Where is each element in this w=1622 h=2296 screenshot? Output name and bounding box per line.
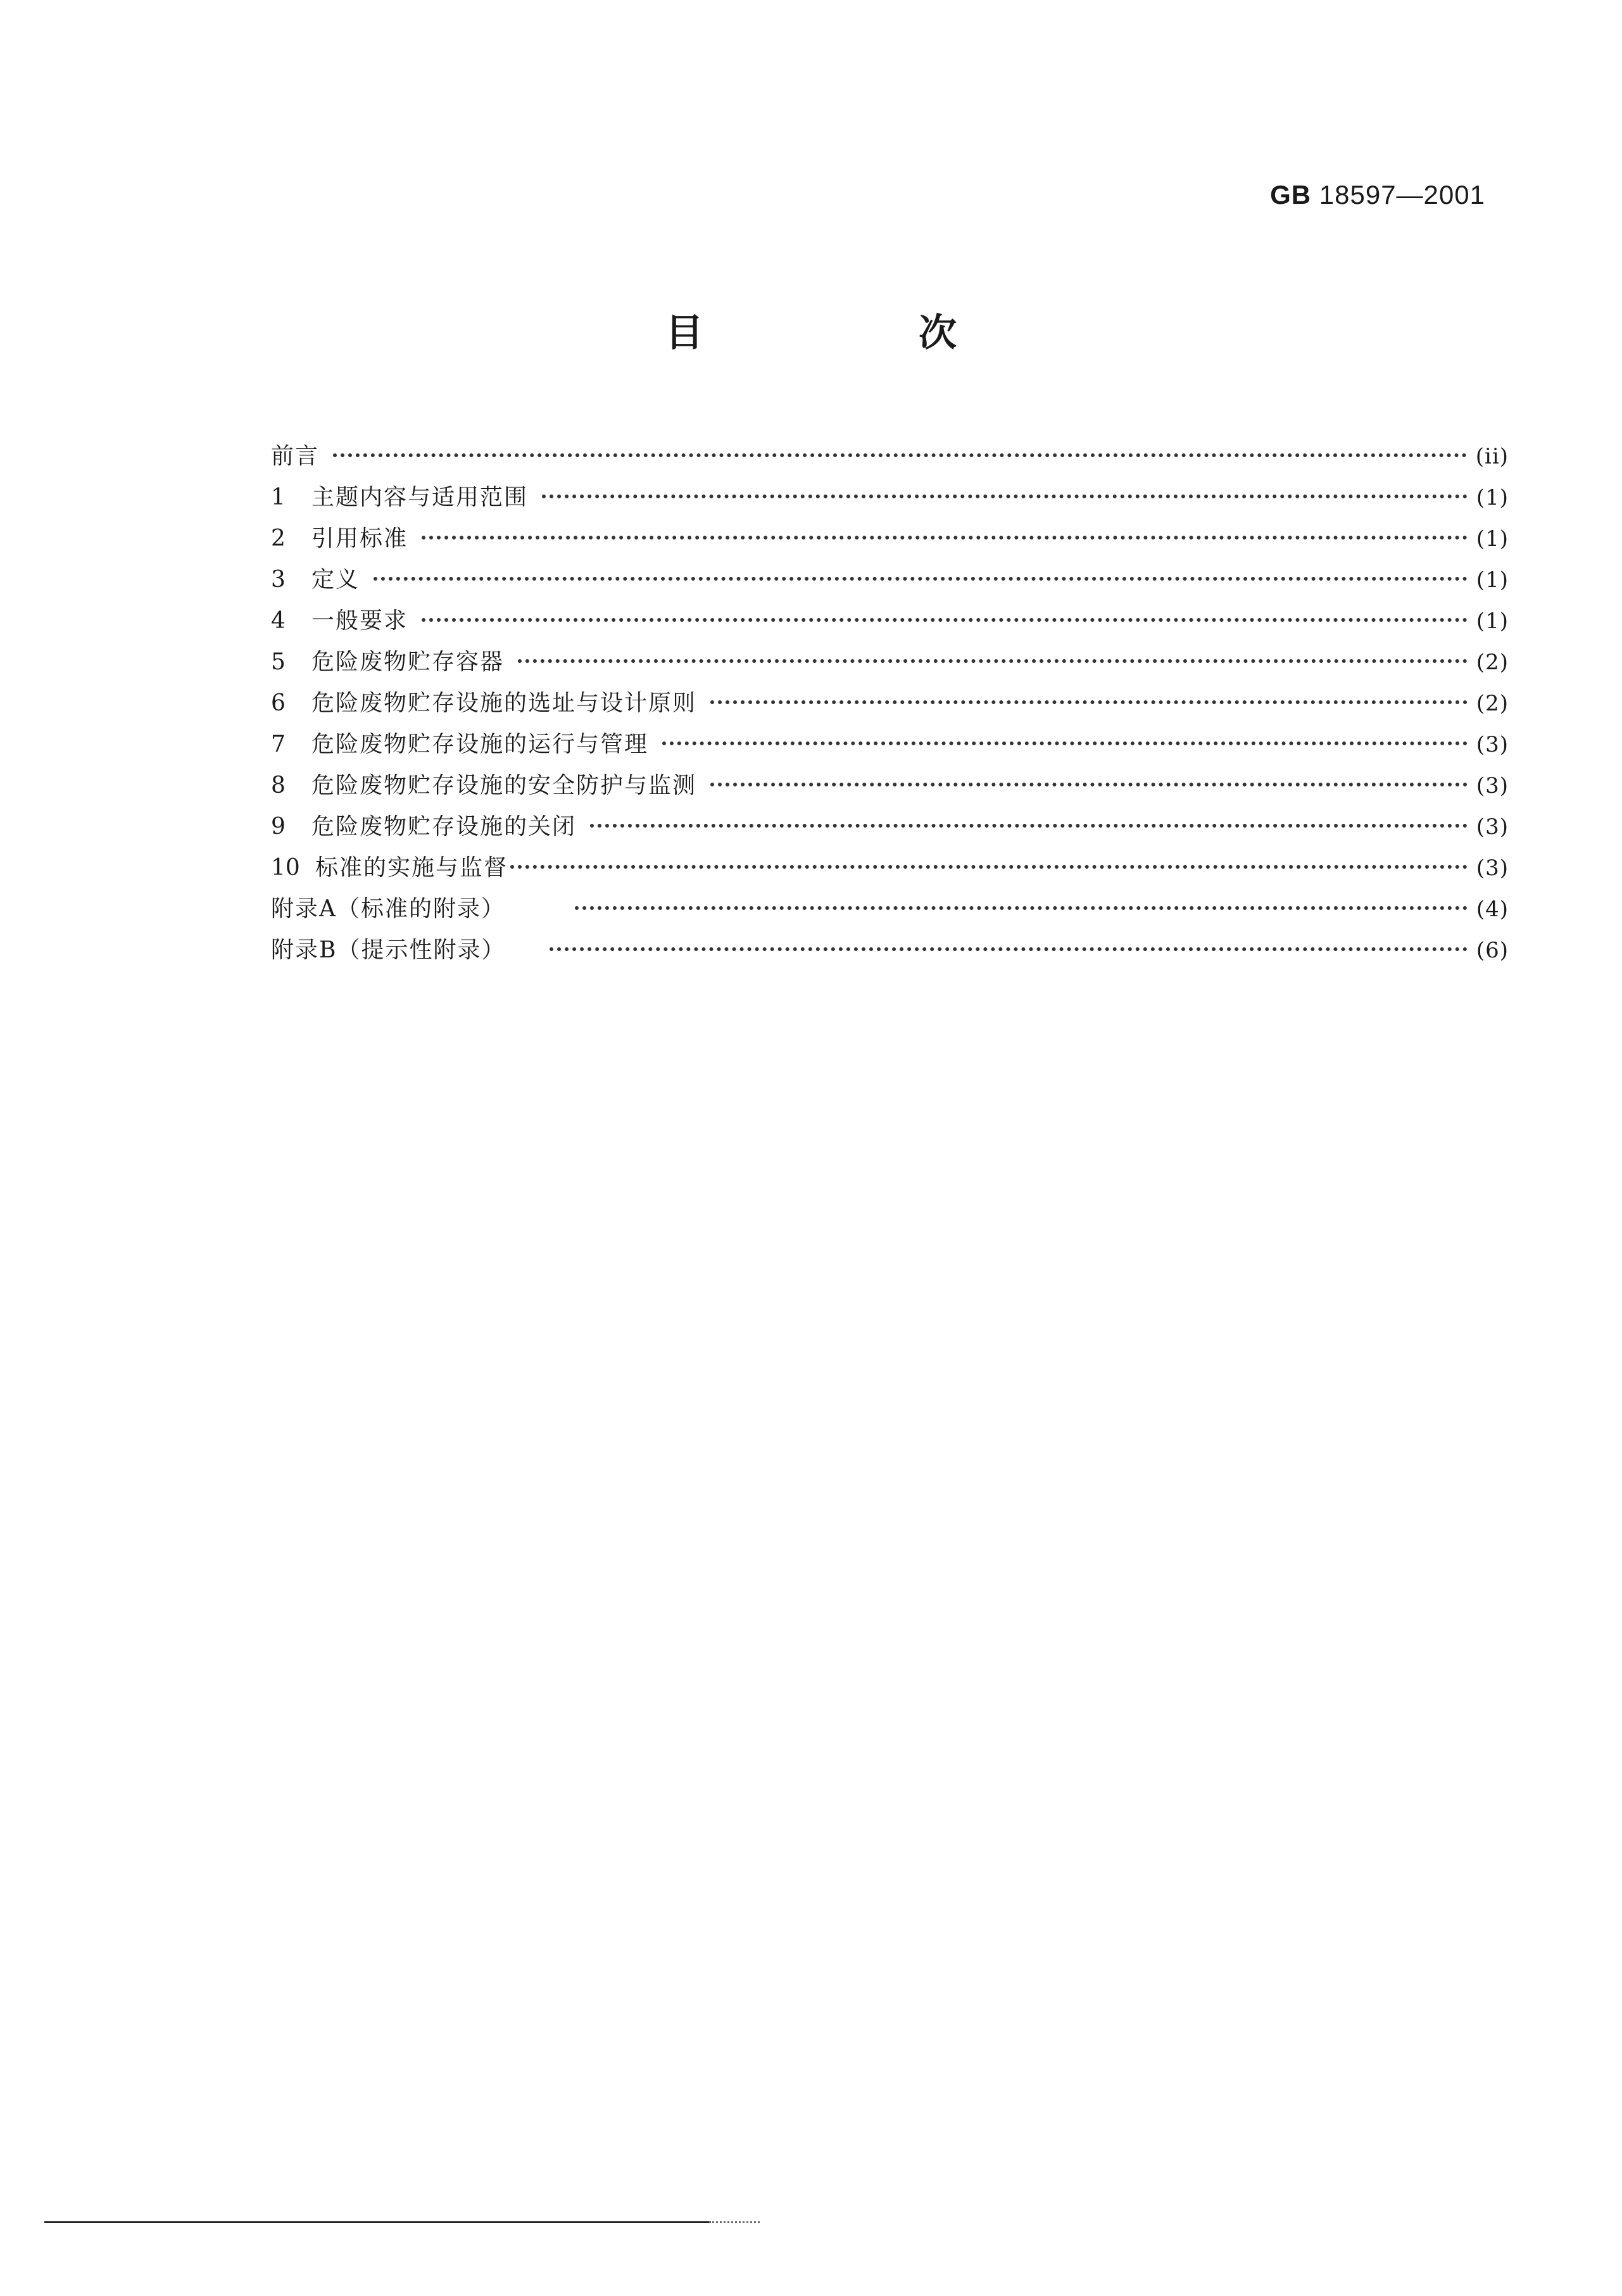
toc-dot-leader	[710, 783, 1468, 786]
table-of-contents	[271, 436, 1509, 971]
toc-entry-page: (1)	[1476, 609, 1509, 634]
toc-entry-label: 附录B（提示性附录）	[271, 937, 506, 963]
toc-entry-label: 引用标准	[311, 526, 408, 552]
toc-entry-label: 标准的实施与监督	[315, 855, 508, 881]
toc-entry-number: 8	[271, 773, 286, 798]
toc-entry-page: (3)	[1476, 773, 1509, 798]
toc-entry-page: (1)	[1476, 526, 1509, 552]
toc-entry-page: (ii)	[1475, 444, 1509, 469]
toc-entry-label: 危险废物贮存设施的选址与设计原则	[311, 690, 697, 716]
toc-entry-number: 4	[271, 608, 286, 634]
toc-entry-number: 2	[271, 526, 286, 552]
toc-entry-page: (1)	[1476, 485, 1509, 510]
bottom-rule-fade	[709, 2221, 760, 2223]
toc-dot-leader	[518, 659, 1468, 663]
toc-entry-label: 危险废物贮存容器	[311, 649, 505, 675]
toc-dot-leader	[542, 495, 1468, 498]
toc-entry-5[interactable]	[271, 641, 1509, 683]
toc-entry-9[interactable]	[271, 806, 1509, 847]
toc-dot-leader	[422, 536, 1468, 539]
toc-entry-10[interactable]	[271, 847, 1509, 888]
toc-entry-number: 3	[271, 567, 286, 593]
toc-dot-leader	[710, 700, 1468, 704]
toc-entry-number: 6	[271, 690, 286, 716]
page-title: 目 次	[665, 311, 1045, 355]
standard-number: 18597—2001	[1319, 180, 1485, 210]
toc-dot-leader	[590, 824, 1468, 828]
toc-dot-leader	[510, 865, 1468, 869]
toc-entry-page: (3)	[1476, 732, 1509, 757]
toc-entry-preface[interactable]	[271, 436, 1509, 477]
toc-entry-label: 危险废物贮存设施的安全防护与监测	[311, 773, 697, 798]
toc-entry-label: 危险废物贮存设施的关闭	[311, 814, 577, 840]
toc-entry-page: (3)	[1476, 814, 1509, 840]
standard-code	[1270, 180, 1485, 210]
toc-entry-7[interactable]	[271, 724, 1509, 765]
toc-dot-leader	[374, 577, 1468, 581]
toc-entry-3[interactable]	[271, 559, 1509, 600]
toc-entry-1[interactable]	[271, 477, 1509, 518]
bottom-rule	[44, 2221, 709, 2223]
toc-entry-page: (2)	[1476, 691, 1509, 716]
toc-entry-page: (3)	[1476, 855, 1509, 881]
toc-entry-appendix-a[interactable]	[271, 888, 1509, 930]
toc-dot-leader	[575, 906, 1468, 910]
toc-entry-label: 一般要求	[311, 608, 408, 634]
toc-entry-number: 1	[271, 484, 286, 510]
toc-dot-leader	[550, 947, 1467, 951]
toc-entry-page: (2)	[1476, 650, 1509, 675]
toc-entry-appendix-b[interactable]	[271, 930, 1509, 971]
standard-prefix: GB	[1270, 180, 1312, 210]
toc-entry-label: 主题内容与适用范围	[311, 484, 529, 510]
toc-entry-number: 9	[271, 814, 286, 840]
toc-dot-leader	[333, 453, 1467, 457]
toc-entry-8[interactable]	[271, 765, 1509, 806]
toc-entry-number: 5	[271, 649, 286, 675]
toc-entry-number: 7	[271, 731, 286, 757]
toc-entry-6[interactable]	[271, 683, 1509, 724]
toc-entry-page: (6)	[1476, 938, 1509, 963]
toc-entry-page: (4)	[1476, 897, 1509, 922]
toc-entry-label: 附录A（标准的附录）	[271, 896, 505, 922]
toc-dot-leader	[662, 741, 1468, 745]
toc-entry-2[interactable]	[271, 518, 1509, 559]
toc-entry-number: 10	[271, 855, 300, 881]
toc-dot-leader	[422, 618, 1468, 622]
toc-entry-label: 前言	[271, 443, 320, 469]
toc-entry-label: 定义	[311, 567, 360, 593]
toc-entry-page: (1)	[1476, 567, 1509, 593]
toc-entry-4[interactable]	[271, 600, 1509, 641]
toc-entry-label: 危险废物贮存设施的运行与管理	[311, 731, 649, 757]
